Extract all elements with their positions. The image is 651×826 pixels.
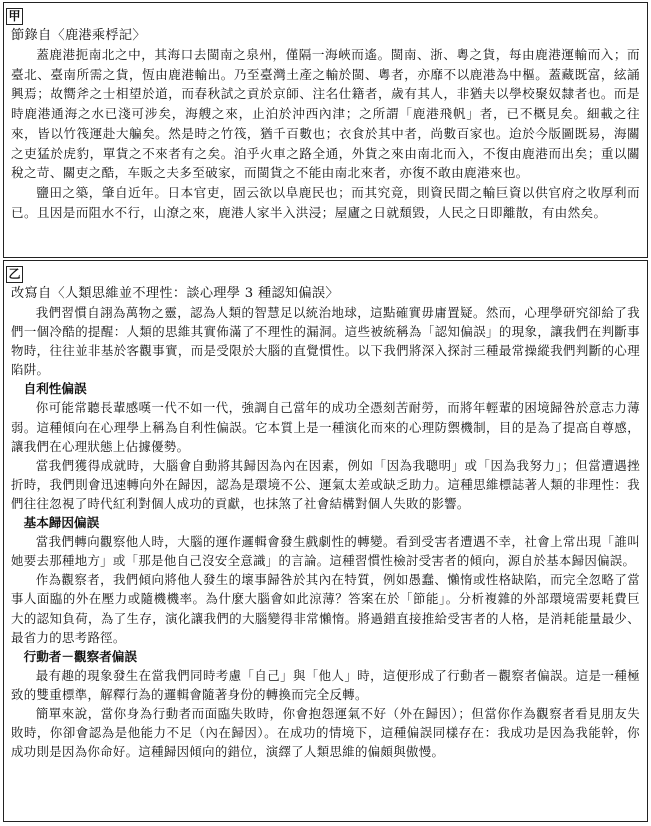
section-heading: 行動者－觀察者偏誤 <box>23 648 137 664</box>
passage-label-b: 乙 <box>6 266 23 283</box>
passage-label-a: 甲 <box>6 8 23 25</box>
paragraph: 你可能常聽長輩感嘆一代不如一代，強調自己當年的成功全憑刻苦耐勞，而將年輕輩的困境歸咎於意志力薄弱。這種傾向在心理學上稱為自利性偏誤。它本質上是一種演化而來的心理防禦機制，目的是為了提高自尊感，讓我們在心理狀態上佔據優勢。 <box>11 400 640 454</box>
paragraph: 當我們獲得成就時，大腦會自動將其歸因為內在因素，例如「因為我聰明」或「因為我努力」；但當遭遇挫折時，我們則會迅速轉向外在歸因，認為是環境不公、運氣太差或缺乏助力。這種思維標誌著人類的非理性：我們往往忽視了時代紅利對個人成功的貢獻，也抹煞了社會結構對個人失敗的影響。 <box>11 457 640 511</box>
passage-title-a: 節錄自〈鹿港乘桴記〉 <box>11 28 146 43</box>
paragraph: 當我們轉向觀察他人時，大腦的運作邏輯會發生戲劇性的轉變。看到受害者遭遇不幸，社會上常出現「誰叫她要去那種地方」或「那是他自己沒安全意識」的言論。這種習慣性檢討受害者的傾向，源自於基本歸因偏誤。 <box>11 534 640 569</box>
passage-a <box>3 2 648 258</box>
passage-title-b: 改寫自〈人類思維並不理性：談心理學 3 種認知偏誤〉 <box>11 286 339 301</box>
section-heading: 自利性偏誤 <box>23 381 87 397</box>
paragraph: 鹽田之築，肇自近年。日本官吏，固云欲以阜鹿民也；而其究竟，則資民間之輸巨資以供官府之收厚利而已。且因是而阻水不行，山潦之來，鹿港人家半入洪浸；屋廬之日就頹毀，人民之日即離散，有由然矣。 <box>11 184 640 220</box>
paragraph: 蓋鹿港扼南北之中，其海口去閩南之泉州，僅隔一海峽而遙。閩南、浙、粵之貨，每由鹿港運輸而入；而臺北、臺南所需之貨，恆由鹿港輸出。乃至臺灣土產之輸於閩、粵者，亦靡不以鹿港為中樞。蓋藏既富，絃誦興焉；故嚮斧之士相望於道，而春秋試之貢於京師、注名仕籍者，歲有其人，非猶夫以學校聚奴隸者也。而是時鹿港通海之水已淺可涉矣，海艘之來，止泊於沖西內津；之所謂「鹿港飛帆」者，已不概見矣。細載之往來，皆以竹筏運赴大艑矣。然是時之竹筏，猶千百數也；衣食於其中者，尚數百家也。迨於今版圖既易，海關之吏猛於虎豹，單貨之不來者有之矣。洎乎火車之路全通，外貨之來由南北而入，不復由鹿港而出矣；重以關稅之苛、關吏之酷，车販之夫多至破家，而閩貨之不能由南北來者，亦復不敢由鹿港來也。 <box>11 47 640 181</box>
paragraph: 作為觀察者，我們傾向將他人發生的壞事歸咎於其內在特質，例如愚蠢、懶惰或性格缺陷，而完全忽略了當事人面臨的外在壓力或隨機機率。為什麼大腦會如此涼薄？答案在於「節能」。分析複雜的外部環境需要耗費巨大的認知負荷，為了生存，演化讓我們的大腦變得非常懶惰。將過錯直接推給受害者的人格，是消耗能量最少、最省力的思考路徑。 <box>11 572 640 645</box>
passage-b <box>3 260 648 822</box>
paragraph: 最有趣的現象發生在當我們同時考慮「自己」與「他人」時，這便形成了行動者－觀察者偏誤。這是一種極致的雙重標準，解釋行為的邏輯會隨著身份的轉換而完全反轉。 <box>11 667 640 702</box>
paragraph: 簡單來說，當你身為行動者而面臨失敗時，你會抱怨運氣不好（外在歸因）；但當你作為觀察者看見朋友失敗時，你卻會認為是他能力不足（內在歸因）。在成功的情境下，這種偏誤同樣存在：我成功是因為我能幹，你成功則是因為你命好。這種歸因傾向的錯位，演繹了人類思維的偏頗與傲慢。 <box>11 705 640 760</box>
section-heading: 基本歸因偏誤 <box>23 515 100 531</box>
intro-paragraph: 我們習慣自詡為萬物之靈，認為人類的智慧足以統治地球，這點確實毋庸置疑。然而，心理學研究卻給了我們一個冷酷的提醒：人類的思維其實佈滿了不理性的漏洞。這些被統稱為「認知偏誤」的現象，讓我們在判斷事物時，往往並非基於客觀事實，而是受限於大腦的直覺慣性。以下我們將深入探討三種最常操縱我們判斷的心理陷阱。 <box>11 305 640 378</box>
